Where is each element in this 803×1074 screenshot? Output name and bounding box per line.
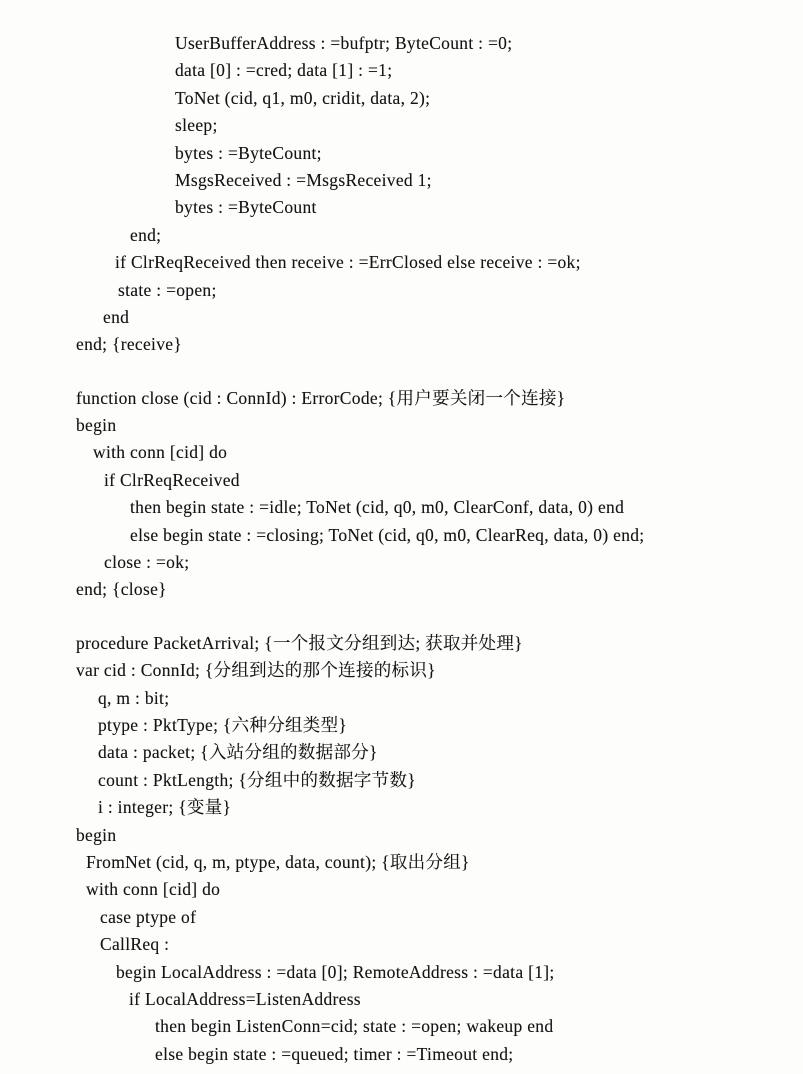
code-line: ptype : PktType; {六种分组类型} <box>98 714 348 735</box>
code-line: if ClrReqReceived then receive : =ErrClosed else receive : =ok; <box>115 252 581 273</box>
code-line: end; {close} <box>76 579 167 600</box>
code-line: if LocalAddress=ListenAddress <box>129 988 361 1009</box>
code-listing <box>76 30 793 1068</box>
code-line: then begin ListenConn=cid; state : =open; wakeup end <box>155 1016 554 1037</box>
code-line: end; <box>130 224 162 245</box>
code-line: function close (cid : ConnId) : ErrorCode; {用户要关闭一个连接} <box>76 387 566 408</box>
blank-line <box>76 604 793 630</box>
code-line: state : =open; <box>118 279 217 300</box>
code-line: data : packet; {入站分组的数据部分} <box>98 742 378 763</box>
code-line: FromNet (cid, q, m, ptype, data, count); {取出分组} <box>86 851 470 872</box>
code-line: if ClrReqReceived <box>104 469 240 490</box>
code-line: with conn [cid] do <box>93 442 228 463</box>
code-line: UserBufferAddress : =bufptr; ByteCount : =0; <box>175 33 513 53</box>
code-line: ToNet (cid, q1, m0, cridit, data, 2); <box>175 87 431 108</box>
code-line: end; {receive} <box>76 334 183 355</box>
code-line: q, m : bit; <box>98 687 170 708</box>
code-line: count : PktLength; {分组中的数据字节数} <box>98 769 416 790</box>
blank-line <box>76 359 793 385</box>
code-line: begin LocalAddress : =data [0]; RemoteAddress : =data [1]; <box>116 961 555 982</box>
code-line: close : =ok; <box>104 552 190 573</box>
code-line: then begin state : =idle; ToNet (cid, q0, m0, ClearConf, data, 0) end <box>130 497 625 518</box>
code-line: data [0] : =cred; data [1] : =1; <box>175 60 393 81</box>
code-line: bytes : =ByteCount <box>175 197 317 218</box>
code-line: var cid : ConnId; {分组到达的那个连接的标识} <box>76 660 436 681</box>
code-line: bytes : =ByteCount; <box>175 142 322 163</box>
code-line: begin <box>76 824 117 845</box>
code-line: else begin state : =queued; timer : =Timeout end; <box>155 1043 514 1064</box>
code-line: MsgsReceived : =MsgsReceived 1; <box>175 169 432 190</box>
code-line: else begin state : =closing; ToNet (cid, q0, m0, ClearReq, data, 0) end; <box>130 524 645 545</box>
code-line: CallReq : <box>100 934 170 955</box>
code-line: with conn [cid] do <box>86 879 221 900</box>
code-line: sleep; <box>175 115 218 136</box>
code-line: procedure PacketArrival; {一个报文分组到达; 获取并处理} <box>76 632 523 653</box>
code-line: begin <box>76 415 117 436</box>
code-line: end <box>103 306 130 327</box>
code-line: case ptype of <box>100 906 197 927</box>
code-line: i : integer; {变量} <box>98 797 232 818</box>
